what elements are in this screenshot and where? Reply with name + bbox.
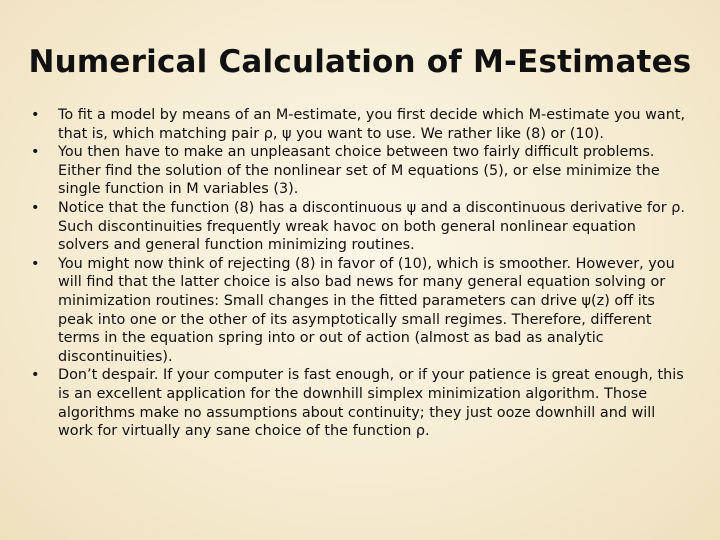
bullet-list: [31, 106, 691, 441]
bullet-icon: •: [31, 144, 40, 161]
bullet-text: To fit a model by means of an M-estimate, you first decide which M-estimate you want, that is, which matching pair ρ, ψ you want to use. We rather like (8) or (10).: [58, 107, 686, 142]
bullet-item: [31, 255, 691, 367]
bullet-item: [31, 106, 691, 143]
bullet-item: [31, 199, 691, 255]
bullet-text: You then have to make an unpleasant choice between two fairly difficult problems. Either find the solution of the nonlinear set of M equations (5), or else minimize the single function in M variables (3).: [58, 144, 660, 198]
bullet-text: You might now think of rejecting (8) in favor of (10), which is smoother. However, you will find that the latter choice is also bad news for many general equation solving or minimization routines: Small changes in the fitted parameters can drive ψ(z) off its peak into one or the other of its asymptotically small regimes. Therefore, different terms in the equation spring into or out of action (almost as bad as analytic discontinuities).: [58, 255, 675, 365]
bullet-icon: •: [31, 199, 40, 216]
bullet-text: Don’t despair. If your computer is fast enough, or if your patience is great enough, this is an excellent application for the downhill simplex minimization algorithm. Those algorithms make no assumptions about continuity; they just ooze downhill and will work for virtually any sane choice of the function ρ.: [58, 367, 684, 440]
bullet-item: [31, 366, 691, 440]
bullet-icon: •: [31, 255, 40, 272]
bullet-text: Notice that the function (8) has a discontinuous ψ and a discontinuous derivative for ρ. Such discontinuities frequently wreak havoc on both general nonlinear equation solvers and general function minimizing routines.: [58, 199, 685, 254]
slide-title: Numerical Calculation of M-Estimates: [28, 44, 692, 80]
bullet-icon: •: [31, 107, 40, 123]
bullet-icon: •: [31, 367, 40, 384]
bullet-item: [31, 143, 691, 199]
